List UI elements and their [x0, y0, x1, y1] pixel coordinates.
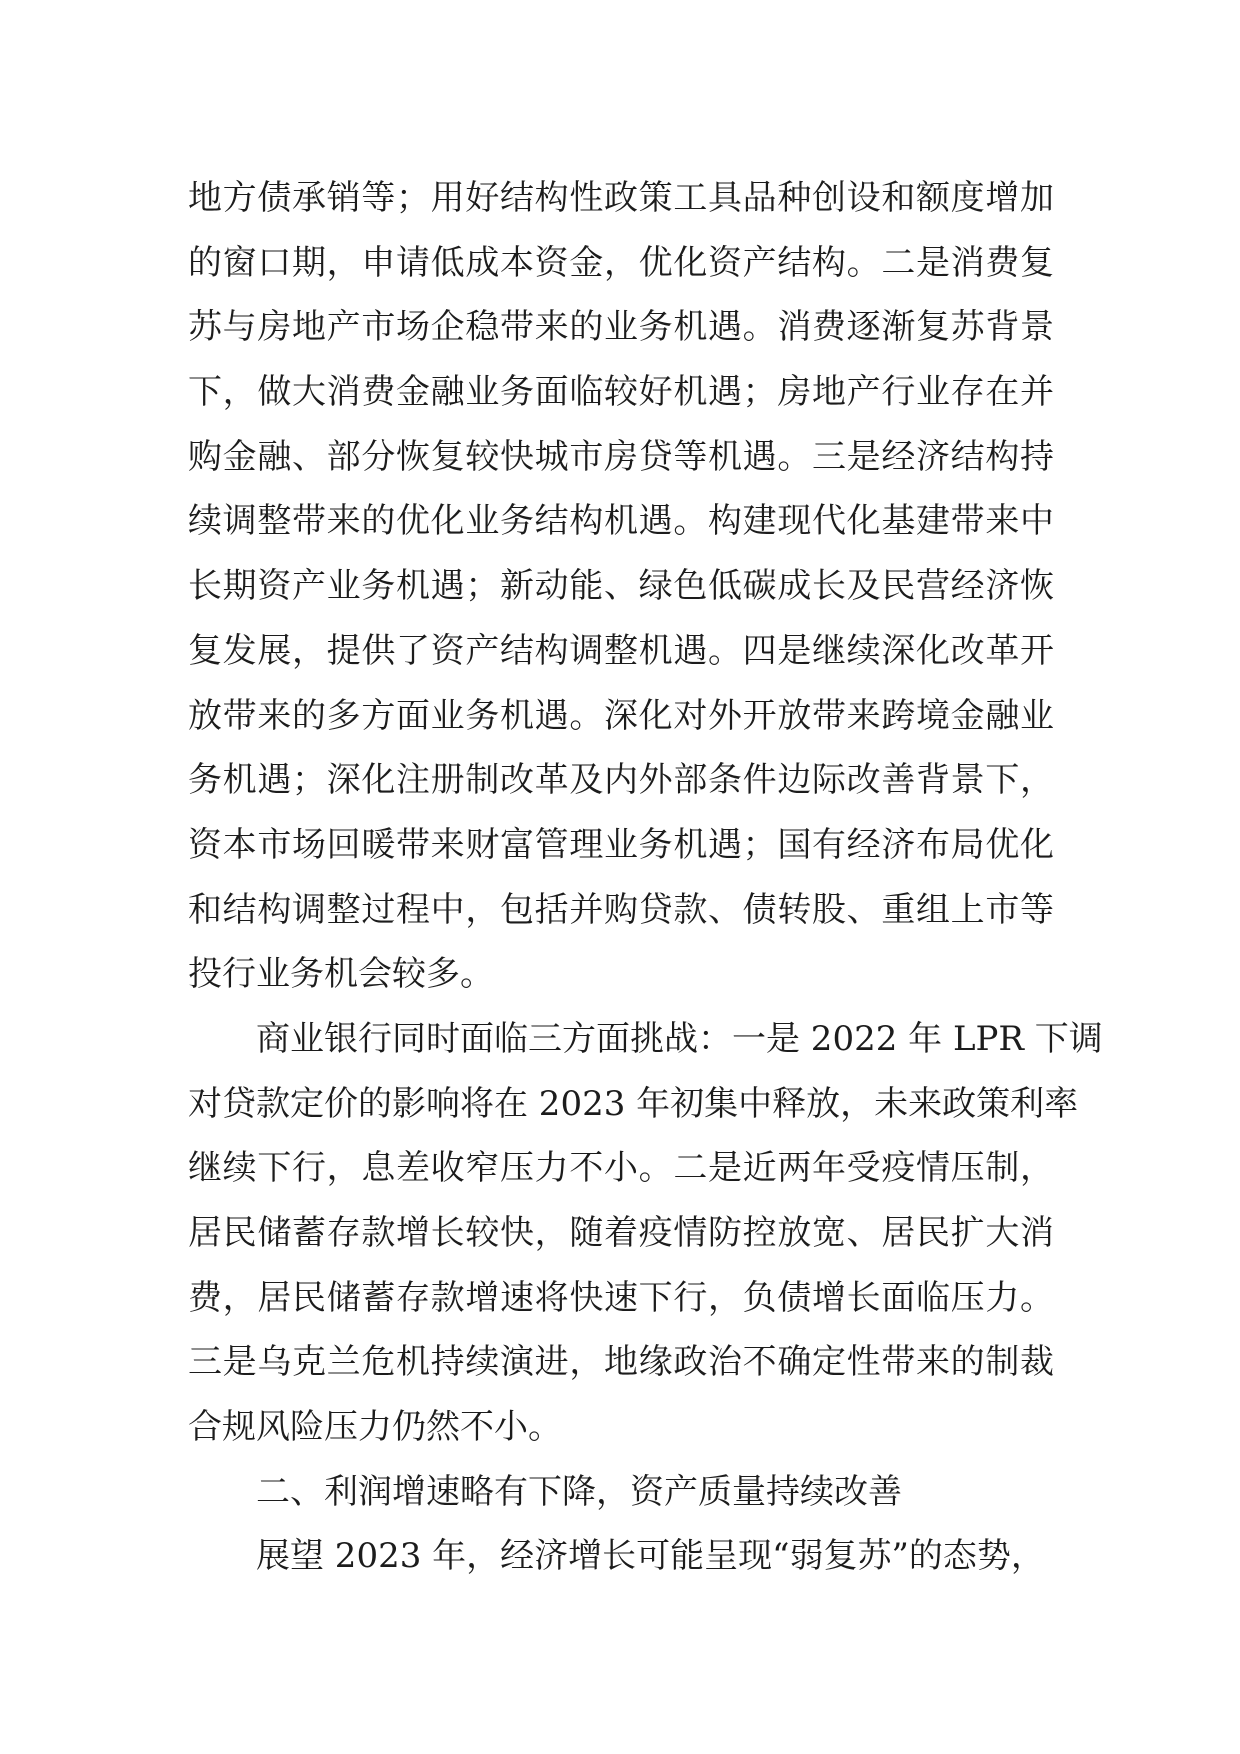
text-line: 三是乌克兰危机持续演进，地缘政治不确定性带来的制裁 — [188, 1342, 1054, 1383]
text-line: 费，居民储蓄存款增速将快速下行，负债增长面临压力。 — [188, 1277, 1054, 1318]
text-line: 下，做大消费金融业务面临较好机遇；房地产行业存在并 — [188, 372, 1054, 413]
text-line: 的窗口期，申请低成本资金，优化资产结构。二是消费复 — [188, 242, 1054, 283]
text-line: 地方债承销等；用好结构性政策工具品种创设和额度增加 — [188, 178, 1054, 218]
text-line: 继续下行，息差收窄压力不小。二是近两年受疫情压制， — [188, 1148, 1054, 1189]
text-line: 居民储蓄存款增长较快，随着疫情防控放宽、居民扩大消 — [188, 1213, 1054, 1253]
paragraph-challenges — [188, 1007, 1103, 1460]
text-line: 长期资产业务机遇；新动能、绿色低碳成长及民营经济恢 — [188, 566, 1054, 607]
section-heading — [188, 1460, 1054, 1525]
text-line: 购金融、部分恢复较快城市房贷等机遇。三是经济结构持 — [188, 436, 1054, 477]
text-line: 对贷款定价的影响将在 2023 年初集中释放，未来政策利率 — [188, 1083, 1079, 1124]
text-line: 商业银行同时面临三方面挑战：一是 2022 年 LPR 下调 — [256, 1018, 1103, 1059]
text-line: 苏与房地产市场企稳带来的业务机遇。消费逐渐复苏背景 — [188, 307, 1054, 348]
text-line: 展望 2023 年，经济增长可能呈现“弱复苏”的态势， — [256, 1536, 1045, 1577]
text-line: 和结构调整过程中，包括并购贷款、债转股、重组上市等 — [188, 889, 1054, 930]
text-line: 放带来的多方面业务机遇。深化对外开放带来跨境金融业 — [188, 695, 1054, 736]
section-heading-text: 二、利润增速略有下降，资产质量持续改善 — [256, 1471, 902, 1512]
text-line: 复发展，提供了资产结构调整机遇。四是继续深化改革开 — [188, 630, 1054, 671]
paragraph-outlook — [188, 1524, 1054, 1589]
text-line: 投行业务机会较多。 — [188, 954, 494, 995]
text-line: 续调整带来的优化业务结构机遇。构建现代化基建带来中 — [188, 501, 1054, 542]
paragraph-opportunities — [188, 166, 1054, 1007]
text-line: 资本市场回暖带来财富管理业务机遇；国有经济布局优化 — [188, 824, 1054, 865]
document-body — [188, 166, 1103, 1589]
text-line: 务机遇；深化注册制改革及内外部条件边际改善背景下， — [188, 760, 1054, 801]
text-line: 合规风险压力仍然不小。 — [188, 1407, 562, 1448]
